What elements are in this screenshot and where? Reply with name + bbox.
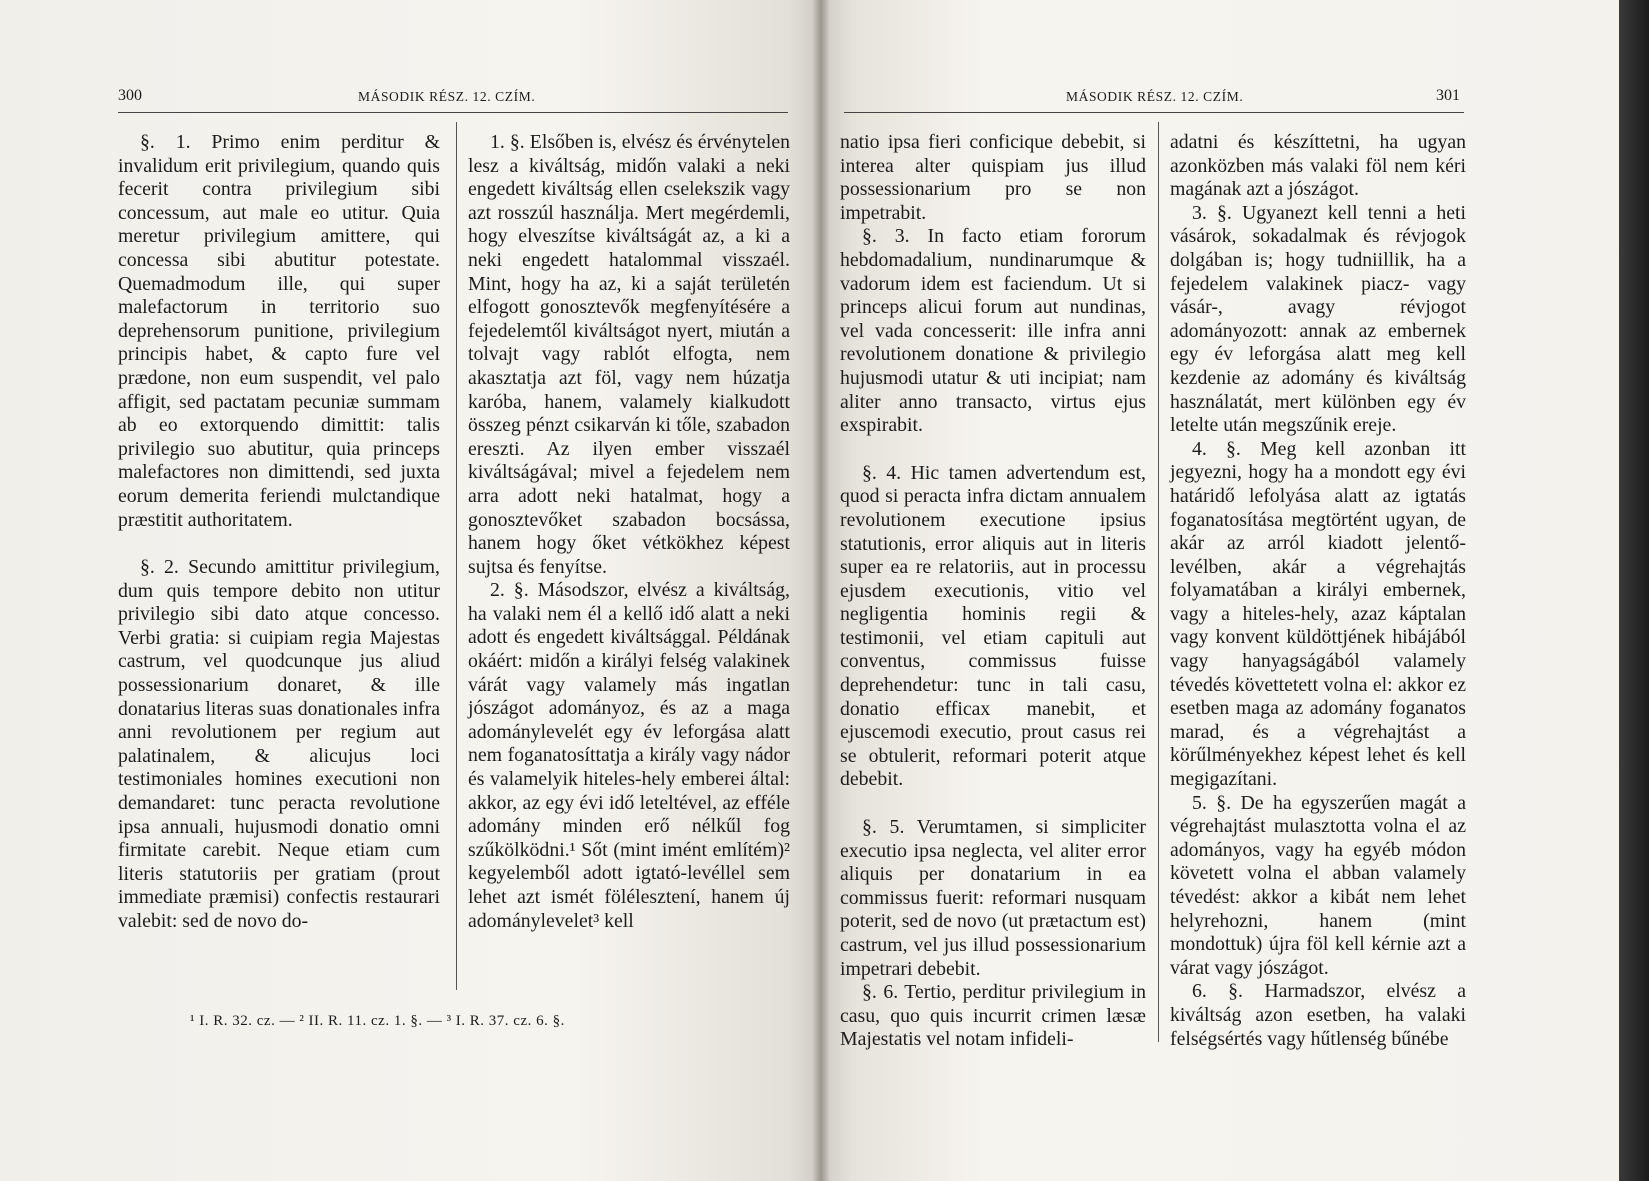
hungarian-paragraph-6: 5. §. De ha egyszerűen magát a végrehajtást mulasztotta volna el az adományos, vagy ha egyéb módon követett volna el abban valamely tévedést: akkor a kibát nem lehet helyrehozni, hanem (mint mondottuk) újra föl kell kérnie azt a várat vagy jószágot. (1170, 791, 1466, 979)
right-running-head: MÁSODIK RÉSZ. 12. CZÍM. (1066, 89, 1244, 104)
hungarian-paragraph-4: 3. §. Ugyanezt kell tenni a heti vásárok, sokadalmak és révjogok dolgában is; hogy tudniillik, ha a fejedelem valakinek piacz- vagy vásár-, avagy révjogot adományozott: annak az embernek egy év leforgása alatt meg kell kezdenie az adomány és kiváltság használatát, mert különben egy év letelte után megszűnik ereje. (1170, 201, 1466, 437)
latin-paragraph-3: natio ipsa fieri conficique debebit, si interea alter quispiam jus illud possessionarium pro se non impetrabit. (840, 131, 1146, 224)
book-gutter (812, 0, 830, 1181)
scan-edge (1619, 0, 1649, 1181)
latin-paragraph-6: §. 5. Verumtamen, si simpliciter executio ipsa neglecta, vel aliter error aliquis per donatarium in ea commissus fuerit: reformari nusquam poterit, sed de novo (ut prætactum est) castrum, vel jus illud possessionarium impetrari debebit. (840, 816, 1146, 980)
hungarian-paragraph-3: adatni és készíttetni, ha ugyan azonközben más valaki föl nem kéri magának azt a jószágot. (1170, 131, 1466, 201)
latin-paragraph-1: §. 1. Primo enim perditur & invalidum erit privilegium, quando quis fecerit contra privilegium sibi concessum, aut male eo utitur. Quia meretur privilegium amittere, qui concessa sibi abutitur potestate. Quemadmodum ille, qui super malefactorum in territorio suo deprehensorum punitione, privilegium principis habet, & capto fure vel prædone, non eum suspendit, vel palo affigit, sed pactatam pecuniæ summam ab eo extorquendo dimittit: talis privilegio suo abutitur, quia princeps malefactores non dimittendi, sed juxta eorum demerita feriendi mulctandique præstitit authoritatem. (118, 131, 440, 531)
hungarian-paragraph-5: 4. §. Meg kell azonban itt jegyezni, hogy ha a mondott egy évi határidő lefolyása alatt az igtatás foganatosítása megtörtént ugyan, de akár az arról kiadott jelentő-levélben, akár a végrehajtás folyamatában a királyi embernek, vagy a hiteles-hely, azaz káptalan vagy konvent küldöttjének hibájából vagy hanyagságából valamely tévedés követtetett volna el: akkor ez esetben maga az adomány foganatos marad, és a végrehajtást a körűlményekhez képest lehet és kell megigazítani. (1170, 437, 1466, 791)
latin-paragraph-2: §. 2. Secundo amittitur privilegium, dum quis tempore debito non utitur privilegio sibi dato atque concesso. Verbi gratia: si cuipiam regia Majestas castrum, vel quodcunque jus aliud possessionarium donaret, & ille donatarius literas suas donationales infra anni revolutionem per regium aut palatinalem, & alicujus loci testimoniales homines executioni non demandaret: tunc peracta revolutione ipsa annuali, hujusmodi donatio omni firmitate carebit. Neque etiam cum literis statutoriis per gratiam (prout immediate præmisi) confectis restaurari valebit: sed de novo do- (118, 556, 440, 932)
left-running-head: MÁSODIK RÉSZ. 12. CZÍM. (358, 89, 536, 104)
right-hungarian-column (1170, 131, 1466, 1051)
right-column-divider (1158, 122, 1159, 1042)
latin-paragraph-5: §. 4. Hic tamen advertendum est, quod si peracta infra dictam annualem revolutionem executione ipsius statutionis, error aliquis aut in literis super ea re relatoriis, aut in processu ejusdem executionis, vitio vel negligentia hominis regii & testimonii, vel etiam capituli aut conventus, commissus fuisse deprehendetur: tunc in tali casu, donatio efficax manebit, et ejuscemodi executio, prout casus rei se obtulerit, reformari poterit atque debebit. (840, 461, 1146, 791)
left-latin-column (118, 131, 440, 934)
latin-paragraph-7: §. 6. Tertio, perditur privilegium in casu, quo quis incurrit crimen læsæ Majestatis vel notam infideli- (840, 981, 1146, 1051)
right-head-rule (844, 112, 1464, 113)
footnote: ¹ I. R. 32. cz. — ² II. R. 11. cz. 1. §. — ³ I. R. 37. cz. 6. §. (190, 1013, 565, 1029)
left-head-rule (118, 112, 788, 113)
hungarian-paragraph-7: 6. §. Harmadszor, elvész a kiváltság azon esetben, ha valaki felségsértés vagy hűtlenség bűnébe (1170, 980, 1466, 1050)
right-page (820, 0, 1649, 1181)
left-column-divider (456, 122, 457, 990)
right-latin-column (840, 131, 1146, 1052)
left-hungarian-column (468, 131, 790, 933)
hungarian-paragraph-2: 2. §. Másodszor, elvész a kiváltság, ha valaki nem él a kellő idő alatt a neki adott és engedett kiváltsággal. Példának okáért: midőn a királyi felség valakinek várát vagy valamely más ingatlan jószágot adományoz, és az a maga adománylevelét egy év leforgása alatt nem foganatosíttatja a király vagy nádor és valamelyik hiteles-hely emberei által: akkor, az egy évi idő leteltével, az efféle adomány minden erő nélkűl fog szűkölködni.¹ Sőt (mint imént említém)² kegyelemből adott igtató-levéllel sem lehet azt ismét fölélesztení, hanem új adománylevelet³ kell (468, 579, 790, 932)
latin-paragraph-4: §. 3. In facto etiam fororum hebdomadalium, nundinarumque & vadorum idem est faciendum. Ut si princeps alicui forum aut nundinas, vel vada concesserit: ille infra anni revolutionem donatione & privilegio hujusmodi utatur & uti incipiat; nam aliter anno transacto, virtus ejus exspirabit. (840, 225, 1146, 437)
right-page-number: 301 (1436, 87, 1460, 104)
left-page-number: 300 (118, 87, 142, 104)
left-page (0, 0, 820, 1181)
hungarian-paragraph-1: 1. §. Elsőben is, elvész és érvénytelen lesz a kiváltság, midőn valaki a neki engedett kiváltság ellen cselekszik vagy azt rosszúl használja. Mert megérdemli, hogy elveszítse kiváltságát az, a ki a neki engedett hatalommal visszaél. Mint, hogy ha az, ki a saját területén elfogott gonosztevők megfenyítésére a fejedelemtől kiváltságot nyert, miután a tolvajt vagy rablót elfogta, nem akasztatja azt föl, vagy nem húzatja karóba, hanem, valamely kialkudott összeg pénzt csikarván ki tőle, szabadon ereszti. Az ilyen ember visszaél kiváltságával; mivel a fejedelem nem arra adott neki hatalmat, hogy a gonosztevőket szabadon bocsássa, hanem hogy őket vétkökhez képest sujtsa és fenyítse. (468, 131, 790, 578)
